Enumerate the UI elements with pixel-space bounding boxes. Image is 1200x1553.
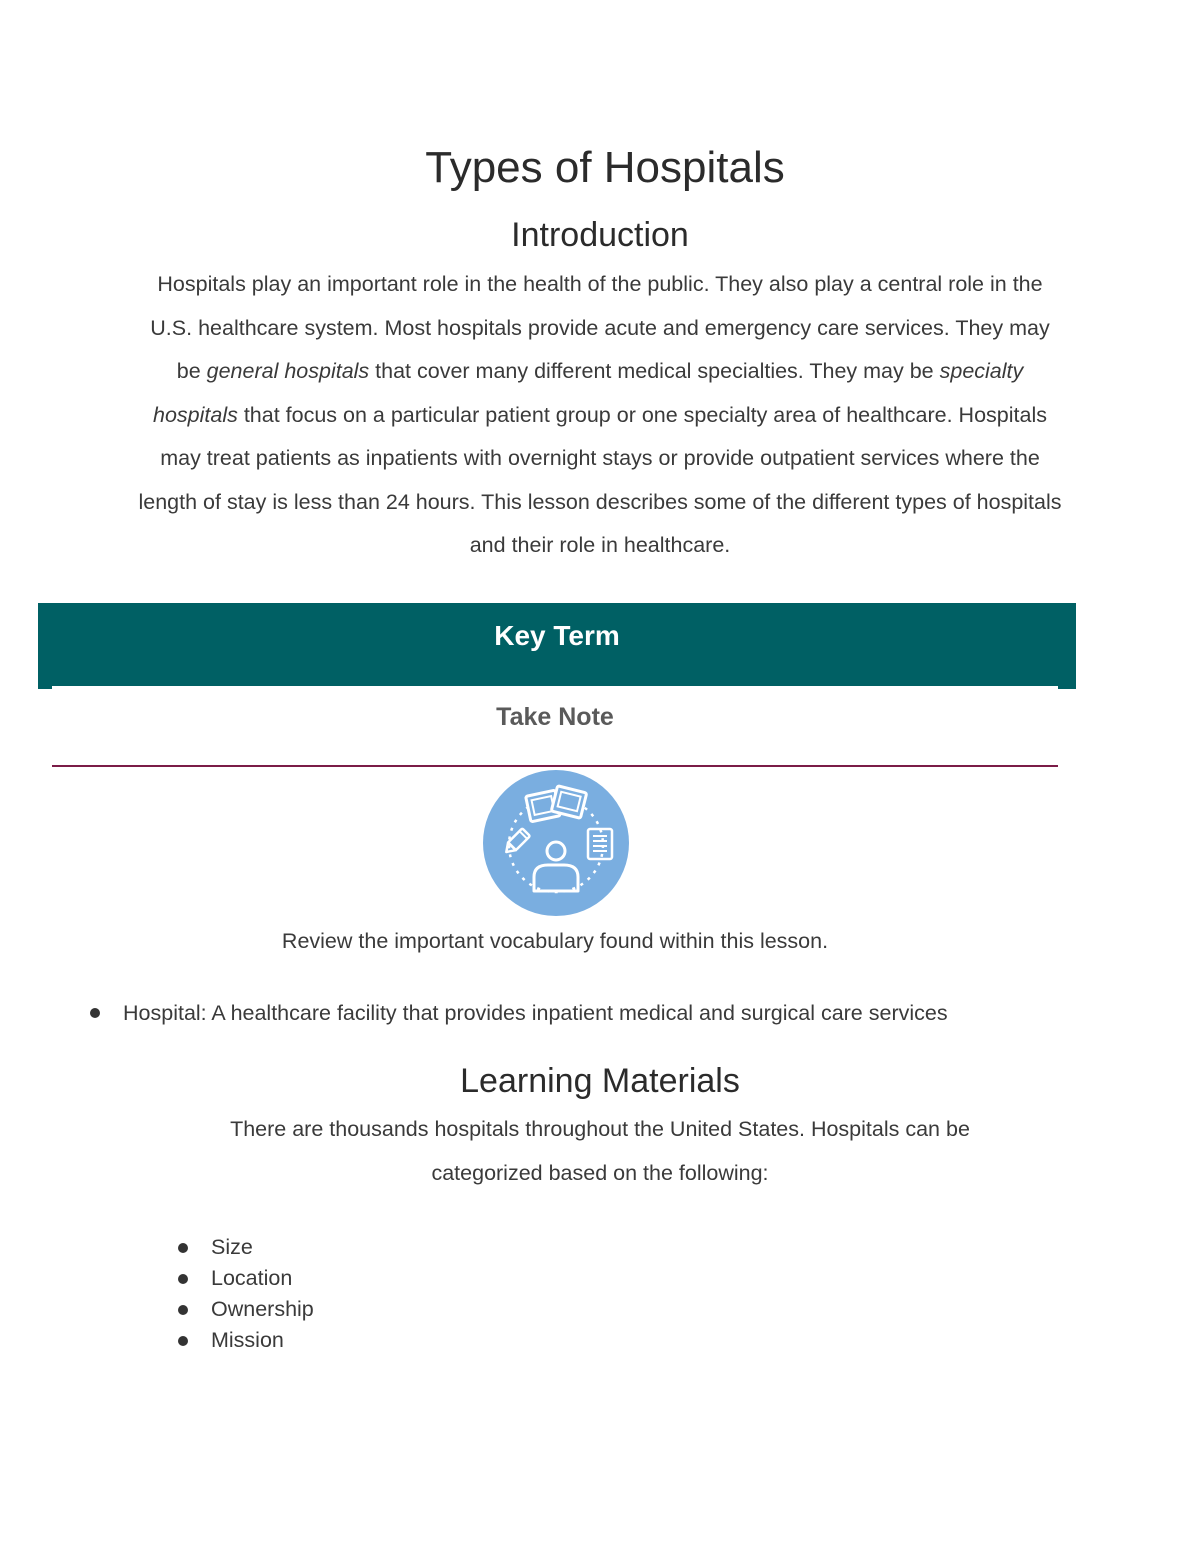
key-term-label: Key Term bbox=[494, 620, 620, 651]
category-label: Size bbox=[211, 1235, 253, 1259]
category-label: Mission bbox=[211, 1328, 284, 1352]
page-title: Types of Hospitals bbox=[425, 143, 785, 192]
bullet-icon bbox=[178, 1274, 188, 1284]
bullet-icon bbox=[90, 1008, 100, 1018]
review-text: Review the important vocabulary found within this lesson. bbox=[281, 929, 829, 953]
introduction-paragraph bbox=[138, 263, 1062, 568]
list-item bbox=[176, 1325, 314, 1356]
category-label: Ownership bbox=[211, 1297, 314, 1321]
take-note-label: Take Note bbox=[496, 703, 614, 731]
introduction-heading: Introduction bbox=[511, 216, 689, 254]
bullet-icon bbox=[178, 1336, 188, 1346]
list-item bbox=[88, 997, 1088, 1029]
category-label: Location bbox=[211, 1266, 293, 1290]
intro-term-specialty-hospitals: specialty hospitals bbox=[153, 359, 1024, 427]
intro-text-3: that focus on a particular patient group or one specialty area of healthcare. Hospitals may treat patients as inpatients with overnight stays or provide outpatient services where the length of stay is less than 24 hours. This lesson describes some of the different types of hospitals and their role in healthcare. bbox=[138, 402, 1062, 557]
take-note-panel bbox=[52, 686, 1058, 767]
intro-term-general-hospitals: general hospitals bbox=[206, 359, 370, 383]
intro-text-1: Hospitals play an important role in the health of the public. They also play a central role in the U.S. healthcare system. Most hospitals provide acute and emergency care services. They may be bbox=[150, 272, 1050, 383]
bullet-icon bbox=[178, 1305, 188, 1315]
learning-materials-heading: Learning Materials bbox=[460, 1062, 740, 1100]
intro-text-2: that cover many different medical specialties. They may be bbox=[369, 359, 940, 383]
vocabulary-term: Hospital: A healthcare facility that provides inpatient medical and surgical care services bbox=[123, 1001, 948, 1025]
list-item bbox=[176, 1294, 314, 1325]
category-list bbox=[176, 1232, 314, 1356]
vocabulary-list bbox=[88, 997, 1088, 1029]
list-item bbox=[176, 1263, 314, 1294]
key-term-banner bbox=[38, 603, 1076, 689]
bullet-icon bbox=[178, 1243, 188, 1253]
notes-person-icon bbox=[482, 769, 630, 917]
learning-materials-paragraph: There are thousands hospitals throughout the United States. Hospitals can be categorized based on the following: bbox=[230, 1117, 970, 1185]
list-item bbox=[176, 1232, 314, 1263]
